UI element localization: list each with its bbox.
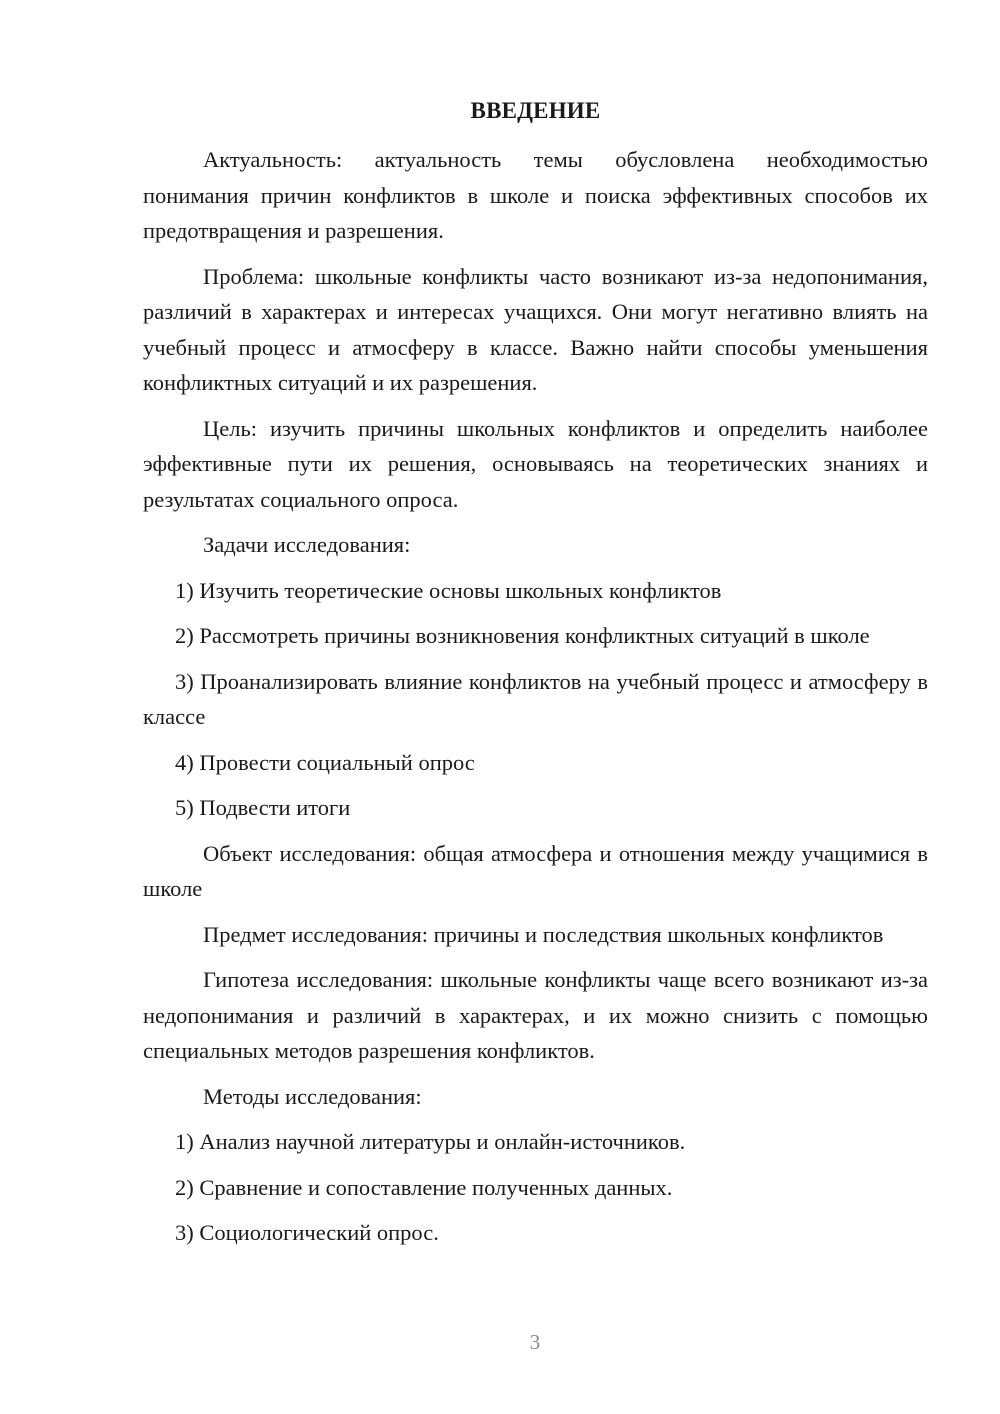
method-item-2: 2) Сравнение и сопоставление полученных данных. — [175, 1174, 673, 1200]
object-paragraph: Объект исследования: общая атмосфера и отношения между учащимися в школе — [143, 840, 928, 901]
problem-paragraph: Проблема: школьные конфликты часто возникают из-за недопонимания, различий в характерах и интересах учащихся. Они могут негативно влиять на учебный процесс и атмосферу в классе. Важно найти способы уменьшения конфликтных ситуаций и их разрешения. — [143, 263, 928, 395]
document-page — [143, 96, 928, 1261]
hypothesis-paragraph: Гипотеза исследования: школьные конфликты чаще всего возникают из-за недопонимания и различий в характерах, и их можно снизить с помощью специальных методов разрешения конфликтов. — [143, 967, 928, 1063]
task-item-4: 4) Провести социальный опрос — [175, 749, 475, 775]
relevance-paragraph: Актуальность: актуальность темы обусловлена необходимостью понимания причин конфликтов в школе и поиска эффективных способов их предотвращения и разрешения. — [143, 147, 928, 243]
methods-heading: Методы исследования: — [203, 1083, 422, 1109]
task-item-5: 5) Подвести итоги — [175, 795, 351, 820]
task-item-2: 2) Рассмотреть причины возникновения конфликтных ситуаций в школе — [175, 623, 870, 648]
tasks-heading: Задачи исследования: — [203, 532, 411, 557]
page-title: ВВЕДЕНИЕ — [470, 98, 601, 123]
method-item-3: 3) Социологический опрос. — [175, 1220, 439, 1245]
subject-paragraph: Предмет исследования: причины и последствия школьных конфликтов — [203, 921, 884, 947]
task-item-3: 3) Проанализировать влияние конфликтов на учебный процесс и атмосферу в классе — [143, 668, 928, 729]
task-item-1: 1) Изучить теоретические основы школьных конфликтов — [175, 577, 722, 603]
page-number: 3 — [529, 1330, 541, 1354]
method-item-1: 1) Анализ научной литературы и онлайн-источников. — [175, 1129, 686, 1154]
goal-paragraph: Цель: изучить причины школьных конфликтов и определить наиболее эффективные пути их решения, основываясь на теоретических знаниях и результатах социального опроса. — [143, 415, 928, 512]
